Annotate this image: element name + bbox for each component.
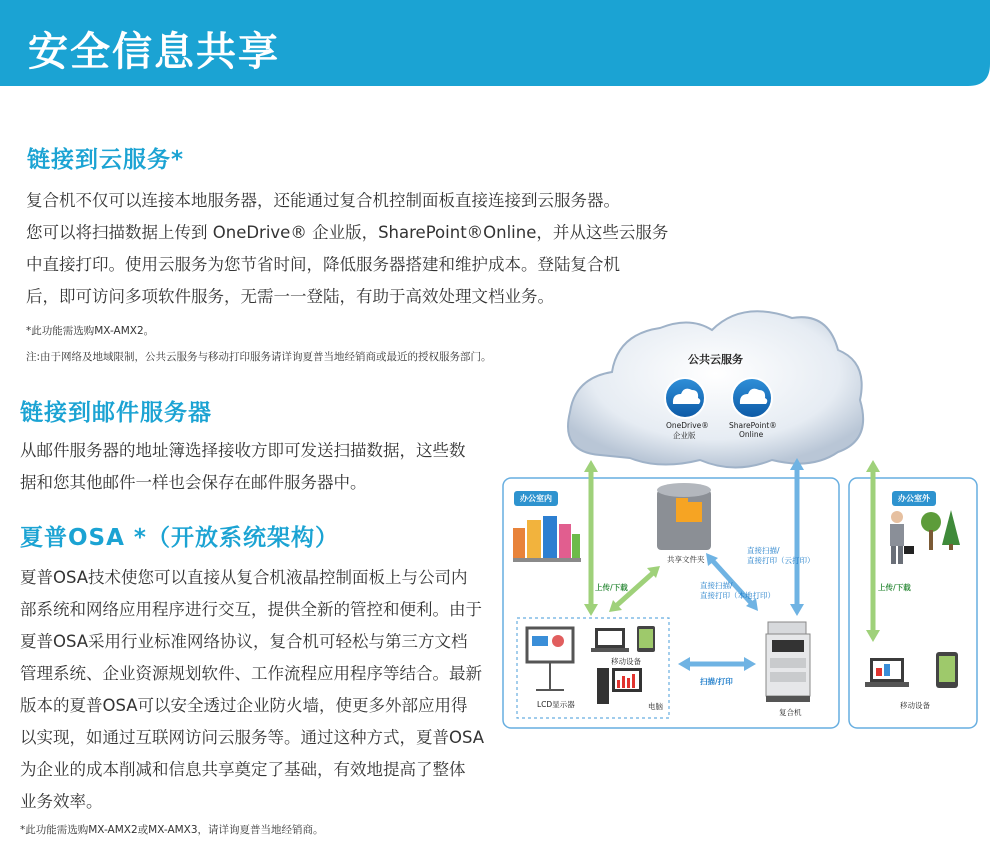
page-title: 安全信息共享 (28, 29, 280, 75)
mobile-device-in-label: 移动设备 (611, 657, 641, 666)
sharepoint-label-line2: Online (739, 430, 764, 439)
scan-print-label: 扫描/打印 (700, 677, 733, 686)
footnote-region: 注:由于网络及地域限制，公共云服务与移动打印服务请详询夏普当地经销商或最近的授权服务部门。 (26, 351, 492, 363)
para-line: 为企业的成本削减和信息共享奠定了基础，有效地提高了整体 (20, 760, 466, 779)
lcd-display-label: LCD显示器 (537, 700, 575, 709)
para-line: 据和您其他邮件一样也会保存在邮件服务器中。 (20, 473, 367, 492)
para-line: 复合机不仅可以连接本地服务器，还能通过复合机控制面板直接连接到云服务器。 (26, 191, 620, 210)
section-cloud-title: 链接到云服务* (27, 147, 185, 173)
upload-download-out-label: 上传/下载 (878, 583, 911, 592)
para-line: 夏普OSA技术使您可以直接从复合机液晶控制面板上与公司内 (20, 568, 468, 587)
office-out-box (849, 478, 977, 728)
office-in-tag: 办公室内 (514, 491, 558, 506)
para-line: 后，即可访问多项软件服务，无需一一登陆，有助于高效处理文档业务。 (26, 287, 554, 306)
section-osa-title: 夏普OSA *（开放系统架构） (20, 525, 339, 551)
sharepoint-label-line1: SharePoint® (729, 421, 777, 430)
computer-label: 电脑 (648, 702, 663, 711)
para-line: 中直接打印。使用云服务为您节省时间，降低服务器搭建和维护成本。登陆复合机 (26, 255, 620, 274)
onedrive-icon (665, 378, 705, 418)
mobile-device-out-label: 移动设备 (900, 701, 930, 710)
shared-folder-label: 共享文件夹 (667, 555, 705, 564)
upload-download-in-label: 上传/下载 (595, 583, 628, 592)
para-line: 管理系统、企业资源规划软件、工作流程应用程序等结合。最新 (20, 664, 482, 683)
para-line: 夏普OSA采用行业标准网络协议，复合机可轻松与第三方文档 (20, 632, 468, 651)
laptop-outside-icon (865, 658, 909, 687)
public-cloud (568, 311, 863, 467)
mfp-label: 复合机 (779, 708, 802, 717)
para-line: 从邮件服务器的地址簿选择接收方即可发送扫描数据，这些数 (20, 441, 466, 460)
para-line: 版本的夏普OSA可以安全透过企业防火墙，使更多外部应用得 (20, 696, 468, 715)
shared-server-icon (657, 483, 711, 550)
para-line: 业务效率。 (20, 792, 103, 811)
direct-scan-cloud-line1: 直接扫描/ (747, 546, 780, 555)
section-mail-title: 链接到邮件服务器 (20, 400, 212, 426)
direct-scan-local-line2: 直接打印（本地打印） (700, 591, 775, 600)
mfp-printer-icon (766, 622, 810, 702)
cloud-title: 公共云服务 (688, 353, 743, 366)
laptop-icon (591, 628, 629, 652)
footnote-amx3: *此功能需选购MX-AMX2或MX-AMX3，请详询夏普当地经销商。 (20, 824, 324, 836)
para-line: 部系统和网络应用程序进行交互，提供全新的管控和便利。由于 (20, 600, 482, 619)
direct-scan-cloud-line2: 直接打印（云打印） (747, 556, 815, 565)
para-line: 您可以将扫描数据上传到 OneDrive® 企业版，SharePoint®Online，并从这些云服务 (26, 223, 669, 242)
office-out-tag: 办公室外 (892, 491, 936, 506)
sharepoint-icon (732, 378, 772, 418)
phone-outside-icon (936, 652, 958, 688)
direct-scan-local-line1: 直接扫描/ (700, 581, 733, 590)
onedrive-label-line2: 企业版 (673, 431, 696, 440)
tablet-icon (637, 626, 655, 652)
footnote-amx2: *此功能需选购MX-AMX2。 (26, 325, 155, 337)
onedrive-label-line1: OneDrive® (666, 421, 709, 430)
para-line: 以实现，如通过互联网访问云服务等。通过这种方式，夏普OSA (20, 728, 485, 747)
